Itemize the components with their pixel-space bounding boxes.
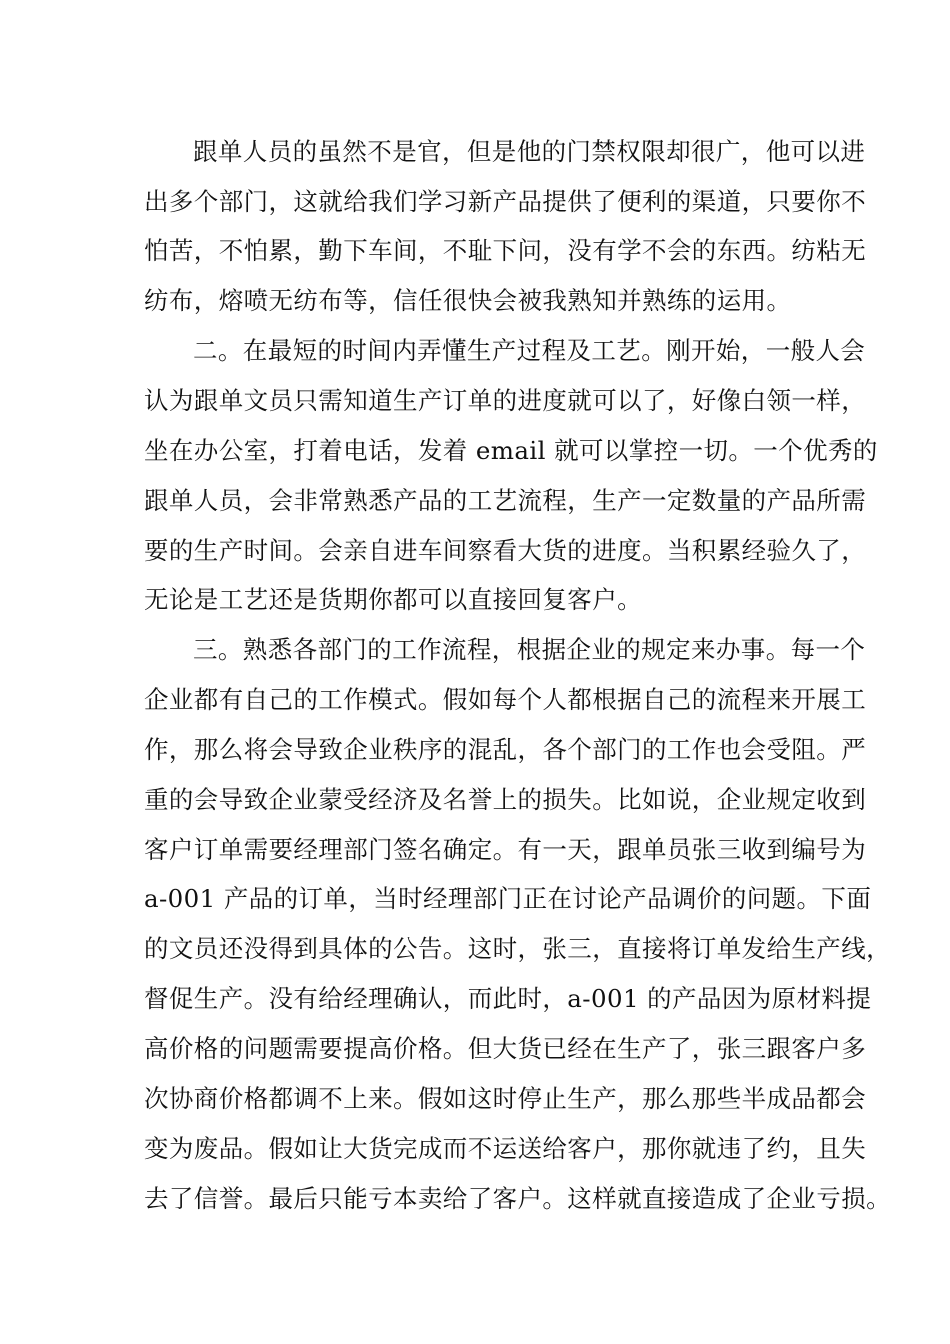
paragraph-2-line-2: 认为跟单文员只需知道生产订单的进度就可以了，好像白领一样， xyxy=(144,386,867,415)
paragraph-3-line-10: 次协商价格都调不上来。假如这时停止生产，那么那些半成品都会 xyxy=(144,1084,867,1113)
paragraph-3-line-9: 高价格的问题需要提高价格。但大货已经在生产了，张三跟客户多 xyxy=(144,1034,867,1063)
paragraph-3-line-5: 客户订单需要经理部门签名确定。有一天，跟单员张三收到编号为 xyxy=(144,835,867,864)
paragraph-3-line-2: 企业都有自己的工作模式。假如每个人都根据自己的流程来开展工 xyxy=(144,685,867,714)
paragraph-3-line-11: 变为废品。假如让大货完成而不运送给客户，那你就违了约，且失 xyxy=(144,1134,867,1163)
paragraph-3-line-4: 重的会导致企业蒙受经济及名誉上的损失。比如说，企业规定收到 xyxy=(144,785,867,814)
paragraph-1-line-2: 出多个部门，这就给我们学习新产品提供了便利的渠道，只要你不 xyxy=(144,187,867,216)
paragraph-2-line-5: 要的生产时间。会亲自进车间察看大货的进度。当积累经验久了， xyxy=(144,536,867,565)
paragraph-2-line-3: 坐在办公室，打着电话，发着 email 就可以掌控一切。一个优秀的 xyxy=(144,436,878,465)
paragraph-3-line-8: 督促生产。没有给经理确认，而此时，a-001 的产品因为原材料提 xyxy=(144,984,872,1013)
paragraph-1-line-4: 纺布，熔喷无纺布等，信任很快会被我熟知并熟练的运用。 xyxy=(144,286,792,315)
paragraph-2-line-6: 无论是工艺还是货期你都可以直接回复客户。 xyxy=(144,585,642,614)
paragraph-2-line-4: 跟单人员，会非常熟悉产品的工艺流程，生产一定数量的产品所需 xyxy=(144,486,867,515)
paragraph-1-line-3: 怕苦，不怕累，勤下车间，不耻下问，没有学不会的东西。纺粘无 xyxy=(144,236,867,265)
paragraph-3-line-7: 的文员还没得到具体的公告。这时，张三，直接将订单发给生产线， xyxy=(144,934,891,963)
paragraph-3-line-12: 去了信誉。最后只能亏本卖给了客户。这样就直接造成了企业亏损。 xyxy=(144,1184,891,1213)
paragraph-3-line-1: 三。熟悉各部门的工作流程，根据企业的规定来办事。每一个 xyxy=(193,635,866,664)
paragraph-3-line-6: a-001 产品的订单，当时经理部门正在讨论产品调价的问题。下面 xyxy=(144,884,872,913)
paragraph-1-line-1: 跟单人员的虽然不是官，但是他的门禁权限却很广，他可以进 xyxy=(193,137,866,166)
paragraph-2-line-1: 二。在最短的时间内弄懂生产过程及工艺。刚开始，一般人会 xyxy=(193,336,866,365)
paragraph-3-line-3: 作，那么将会导致企业秩序的混乱，各个部门的工作也会受阻。严 xyxy=(144,735,867,764)
